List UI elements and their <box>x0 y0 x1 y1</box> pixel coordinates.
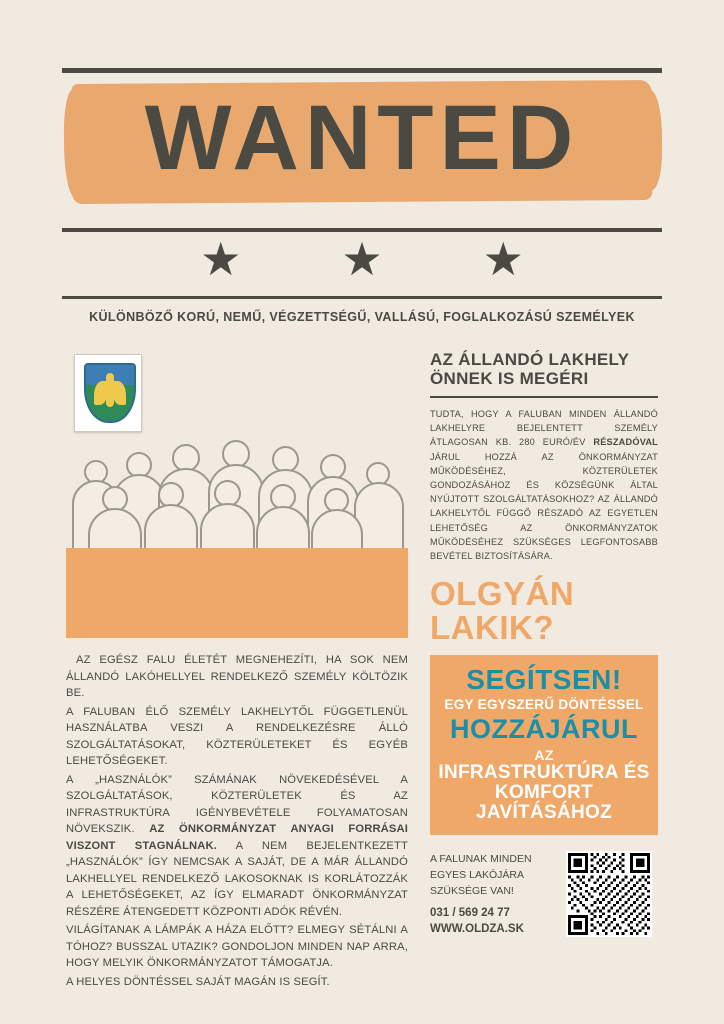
illustration-ground <box>66 548 408 638</box>
paragraph-3: A „HASZNÁLÓK” SZÁMÁNAK NÖVEKEDÉSÉVEL A SZOLGÁLTATÁSOK, KÖZTERÜLETEK ÉS AZ INFRASTRUKTÚRA IGÉNYBEVÉTELE FOLYAMATOSAN NÖVEKSZIK. AZ ÖNKORMÁNYZAT ANYAGI FORRÁSAI VISZONT STAGNÁLNAK. A NEM BEJELENTKEZETT „HASZNÁLÓK” ÍGY NEMCSAK A SAJÁT, DE A MÁR ÁLLANDÓ LAKHELLYEL RENDELKEZŐ LAKOSOKNAK IS KORLÁTOZZÁK A LEHETŐSÉGEKET, AZ ÍGY ELMARADT ÖNKORMÁNYZAT RÉSZÉRE ÁTENGEDETT KÖZPONTI ADÓK RÉVÉN. <box>66 773 409 918</box>
contact-message: A FALUNAK MINDEN EGYES LAKÓJÁRA SZÜKSÉGE VAN! <box>430 853 532 898</box>
poster-header <box>62 60 662 330</box>
qr-code[interactable] <box>566 851 652 937</box>
wheat-stalk-icon <box>106 373 114 407</box>
left-column <box>66 350 408 992</box>
callout-line-2: EGY EGYSZERŰ DÖNTÉSSEL <box>444 697 644 713</box>
contact-block <box>430 851 658 937</box>
crowd-figures <box>66 430 408 560</box>
callout-line-5: INFRASTRUKTÚRA ÉS KOMFORT JAVÍTÁSÁHOZ <box>438 762 650 824</box>
header-top-rule <box>62 68 662 73</box>
right-column <box>430 350 658 937</box>
crowd-of-people-illustration <box>66 350 408 638</box>
right-heading: AZ ÁLLANDÓ LAKHELY ÖNNEK IS MEGÉRI <box>430 350 630 388</box>
header-mid-rule <box>62 228 662 232</box>
paragraph-2: A FALUBAN ÉLŐ SZEMÉLY LAKHELYTŐL FÜGGETLENÜL HASZNÁLATBA VESZI A RENDELKEZÉSRE ÁLLÓ SZOLGÁLTATÁSOKAT, KÖZTERÜLETEKET ÉS EGYÉB LEHETŐSÉGEKET. <box>66 705 408 767</box>
paragraph-1: AZ EGÉSZ FALU ÉLETÉT MEGNEHEZÍTI, HA SOK NEM ÁLLANDÓ LAKÓHELLYEL RENDELKEZŐ SZEMÉLY KÖLTÖZIK BE. <box>66 654 408 699</box>
coat-of-arms-shield <box>84 363 136 423</box>
star-row <box>62 233 662 285</box>
paragraph-5: A HELYES DÖNTÉSSEL SAJÁT MAGÁN IS SEGÍT. <box>66 975 330 988</box>
paragraph-4: VILÁGÍTANAK A LÁMPÁK A HÁZA ELŐTT? ELMEGY SÉTÁLNI A TÓHOZ? BUSSZAL UTAZIK? GONDOLJON MINDEN NAP ARRA, HOGY MELYIK ÖNKORMÁNYZATOT TÁMOGATJA. <box>66 924 408 969</box>
contact-phone[interactable]: 031 / 569 24 77 <box>430 907 510 920</box>
olgya-coat-of-arms <box>74 354 142 432</box>
question-headline: OLGYÁN LAKIK? <box>430 575 575 647</box>
contact-text <box>430 851 556 937</box>
header-bottom-rule <box>62 296 662 299</box>
right-heading-rule <box>430 396 658 398</box>
callout-box <box>430 655 658 835</box>
star-icon: ★ <box>482 233 524 285</box>
star-icon: ★ <box>341 233 383 285</box>
callout-line-1: SEGÍTSEN! <box>466 664 622 696</box>
contact-website[interactable]: WWW.OLDZA.SK <box>430 923 524 936</box>
poster-subtitle: KÜLÖNBÖZŐ KORÚ, NEMŰ, VÉGZETTSÉGŰ, VALLÁSÚ, FOGLALKOZÁSÚ SZEMÉLYEK <box>89 310 635 324</box>
left-body-text <box>66 652 408 990</box>
callout-line-3: HOZZÁJÁRUL <box>450 714 638 745</box>
star-icon: ★ <box>200 233 242 285</box>
callout-line-4: AZ <box>534 747 554 764</box>
page-title: WANTED <box>144 87 580 189</box>
qr-code-image <box>568 853 650 935</box>
right-paragraph: TUDTA, HOGY A FALUBAN MINDEN ÁLLANDÓ LAKHELYRE BEJELENTETT SZEMÉLY ÁTLAGOSAN KB. 280 EURÓ/ÉV RÉSZADÓVAL JÁRUL HOZZÁ AZ ÖNKORMÁNYZAT MŰKÖDÉSÉHEZ, KÖZTERÜLETEK GONDOZÁSÁHOZ ÉS KÖZSÉGÜNK ÁLTAL NYÚJTOTT SZOLGÁLTATÁSOKHOZ? AZ ÁLLANDÓ LAKHELYTŐL FÜGGŐ RÉSZADÓ AZ EGYETLEN LEHETŐSÉG AZ ÖNKORMÁNYZATOK MŰKÖDÉSÉHEZ SZÜKSÉGES LEGFONTOSABB BEVÉTEL BIZTOSÍTÁSÁRA. <box>430 409 658 562</box>
